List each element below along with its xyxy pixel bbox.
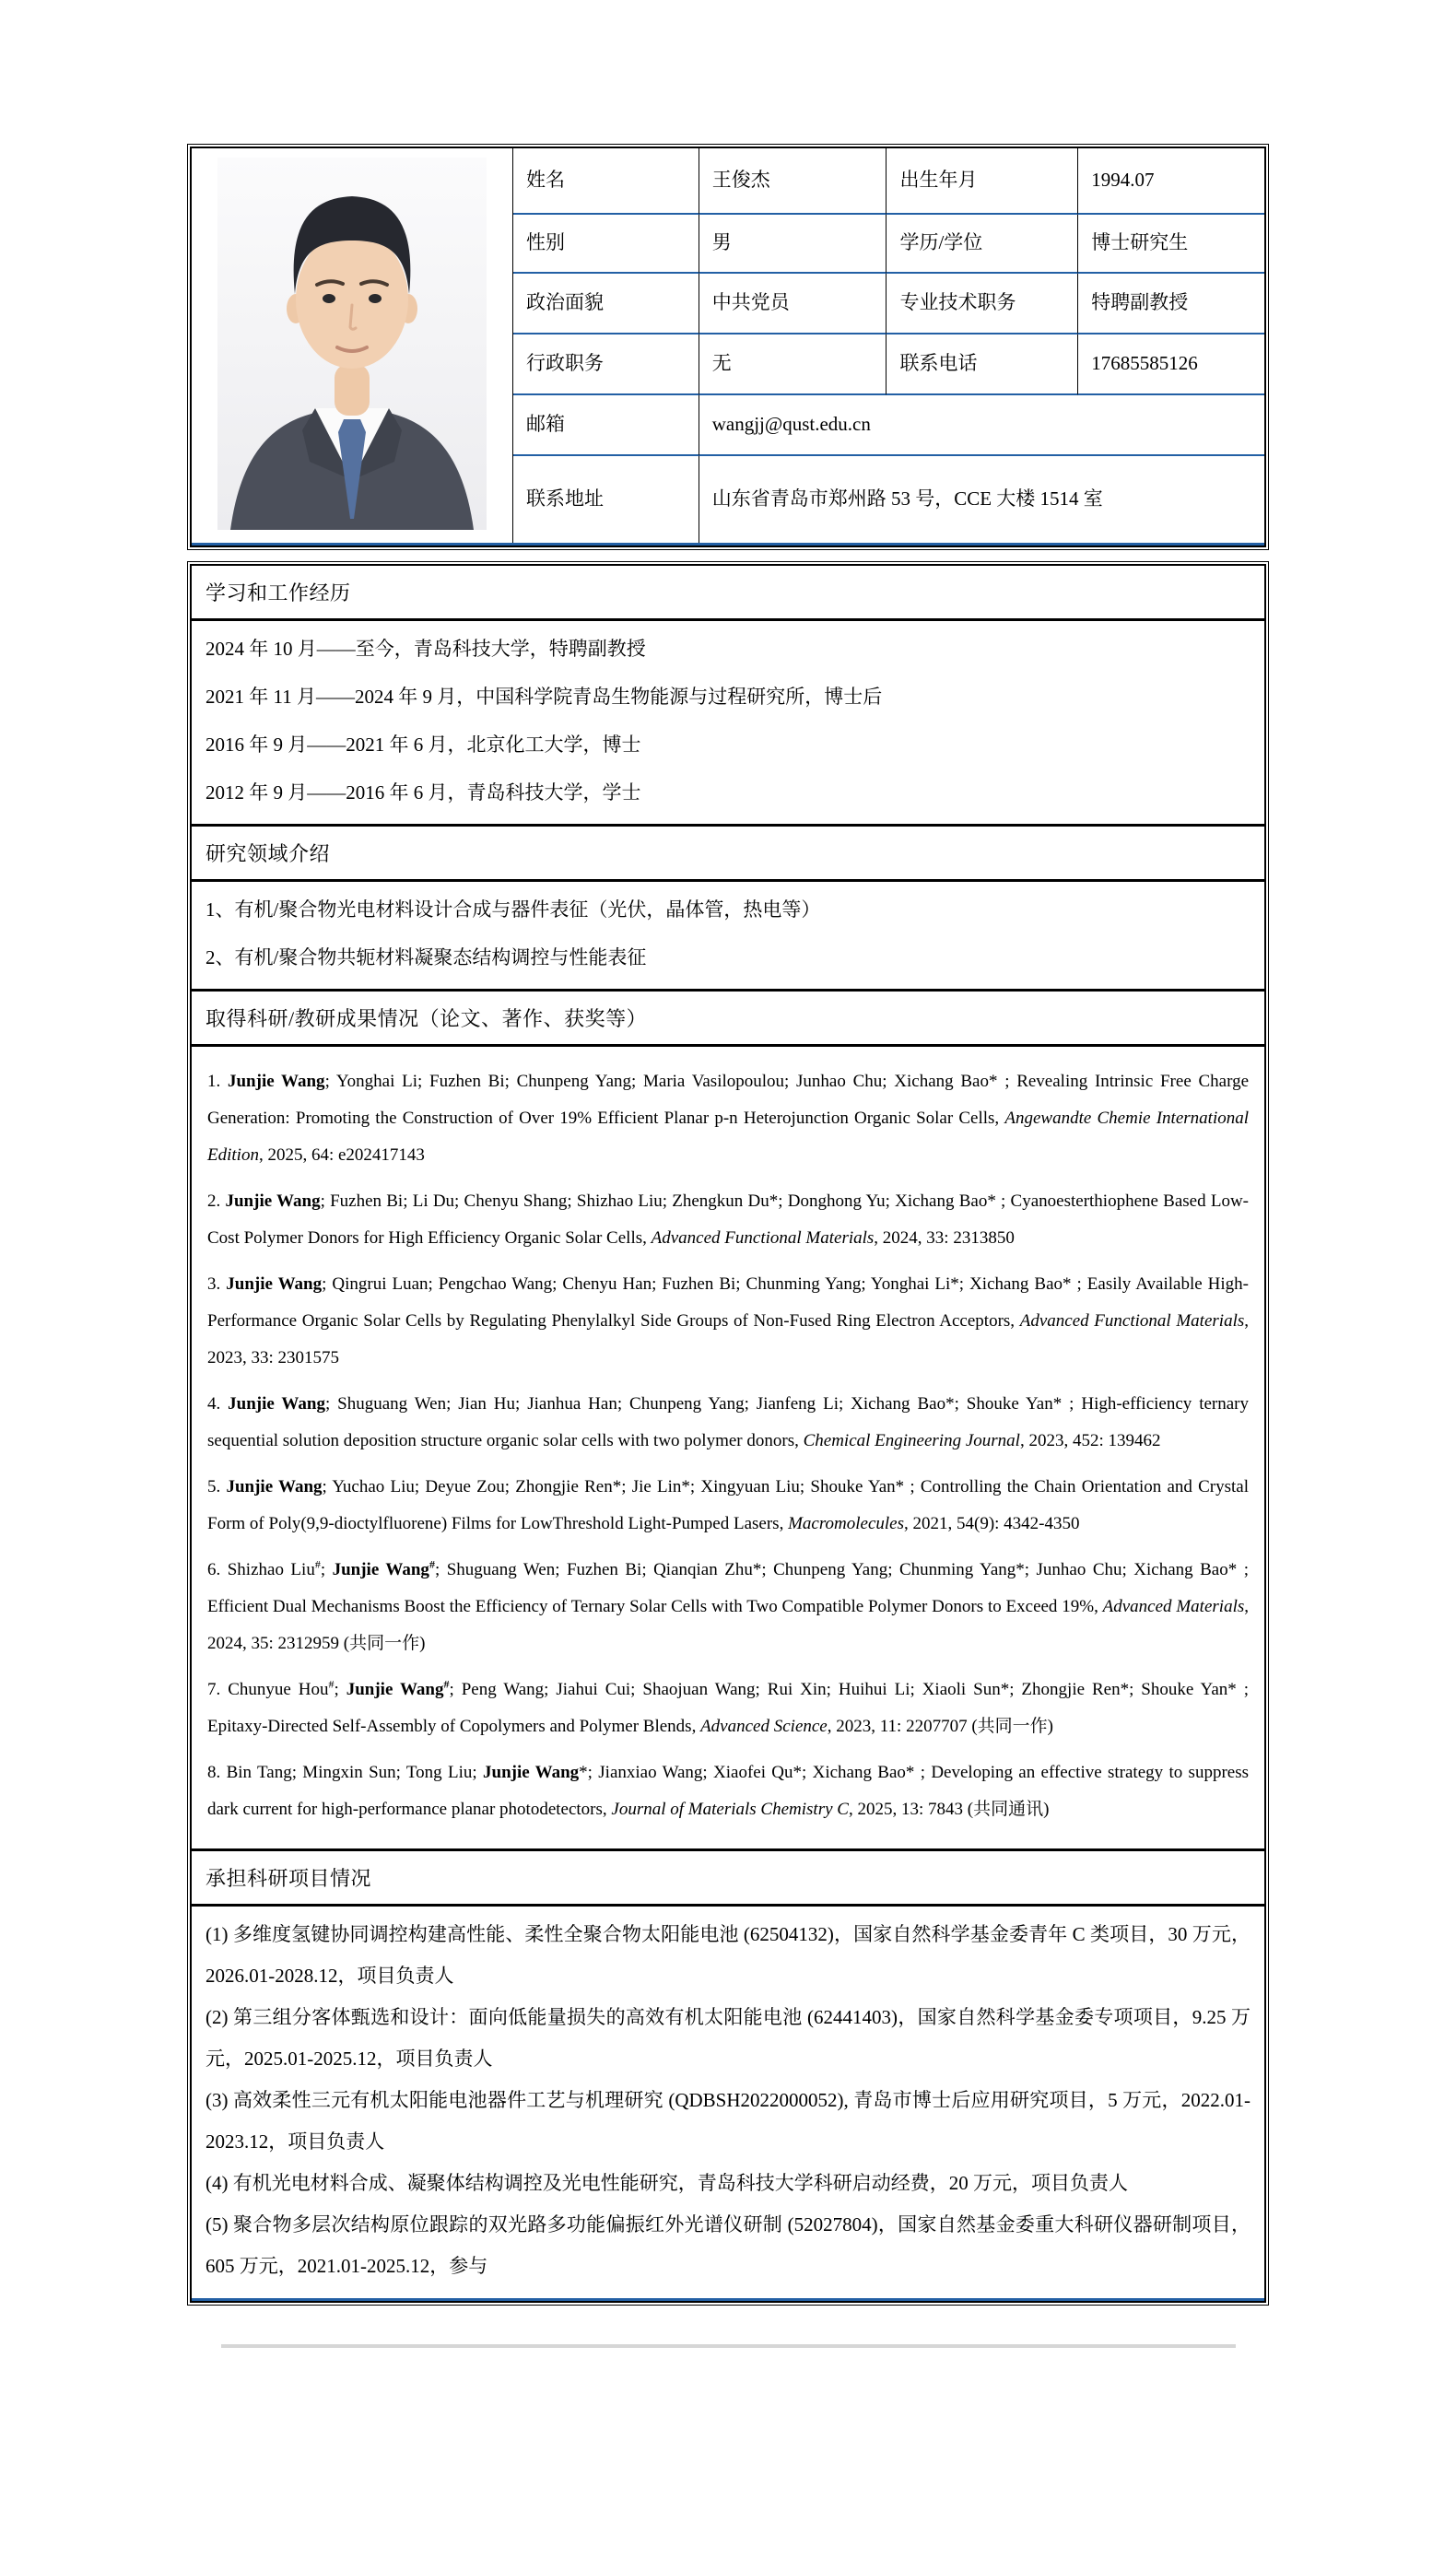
section-title-experience: 学习和工作经历 [192, 566, 1264, 621]
profile-photo [217, 158, 487, 530]
personal-info-grid [513, 148, 1264, 543]
birth-label-text: 出生年月 [899, 169, 978, 192]
field-value-title [1078, 274, 1264, 334]
publication-item: 2. Junjie Wang; Fuzhen Bi; Li Du; Chenyu Shang; Shizhao Liu; Zhengkun Du*; Donghong Yu; Xichang Bao* ; Cyanoesterthiophene Based Low-Cost Polymer Donors for High Efficiency Organic Solar Cells, Advanced Functional Materials, 2024, 33: 2313850 [207, 1191, 1249, 1248]
table1-bottom-rule [192, 543, 1264, 546]
political-label-text: 政治面貌 [526, 291, 604, 314]
publication-item: 6. Shizhao Liu#; Junjie Wang#; Shuguang Wen; Fuzhen Bi; Qianqian Zhu*; Chunpeng Yang; Chunming Yang*; Junhao Chu; Xichang Bao* ; Efficient Dual Mechanisms Boost the Efficiency of Ternary Solar Cells with Two Compatible Polymer Donors to Exceed 19%, Advanced Materials, 2024, 35: 2312959 (共同一作) [207, 1557, 1249, 1653]
table-gap [187, 550, 1269, 561]
section-body-projects [192, 1907, 1264, 2298]
field-value-email [699, 395, 1264, 456]
phone-label-text: 联系电话 [899, 352, 978, 375]
publication-item: 4. Junjie Wang; Shuguang Wen; Jian Hu; Jianhua Han; Chunpeng Yang; Jianfeng Li; Xichang Bao*; Shouke Yan* ; High-efficiency ternary sequential solution deposition structure organic solar cells with two polymer donors, Chemical Engineering Journal, 2023, 452: 139462 [207, 1394, 1250, 1450]
name-label-text: 姓名 [526, 169, 565, 192]
photo-cell [192, 148, 513, 543]
sections-table [187, 561, 1269, 2306]
publication-item: 8. Bin Tang; Mingxin Sun; Tong Liu; Junjie Wang*; Jianxiao Wang; Xiaofei Qu*; Xichang Bao* ; Developing an effective strategy to suppress dark current for high-performance planar photodetectors, Journal of Materials Chemistry C, 2025, 13: 7843 (共同通讯) [207, 1763, 1249, 1819]
research-area-line: 2、有机/聚合物共轭材料凝聚态结构调控与性能表征 [205, 946, 647, 968]
project-item: (4) 有机光电材料合成、凝聚体结构调控及光电性能研究，青岛科技大学科研启动经费，20 万元，项目负责人 [205, 2172, 1128, 2194]
publication-item: 3. Junjie Wang; Qingrui Luan; Pengchao Wang; Chenyu Han; Fuzhen Bi; Chunming Yang; Yonghai Li*; Xichang Bao* ; Easily Available High-Performance Organic Solar Cells by Regulating Phenylalkyl Side Groups of Non-Fused Ring Electron Acceptors, Advanced Functional Materials, 2023, 33: 2301575 [207, 1274, 1249, 1367]
field-label-phone [887, 334, 1078, 395]
field-value-admin [699, 334, 887, 395]
experience-line: 2024 年 10 月——至今，青岛科技大学，特聘副教授 [205, 638, 646, 660]
field-label-admin [513, 334, 699, 395]
research-area-line: 1、有机/聚合物光电材料设计合成与器件表征（光伏，晶体管，热电等） [205, 898, 821, 921]
personal-info-table-inner [190, 147, 1266, 547]
field-label-name [513, 148, 699, 215]
table2-bottom-rule [192, 2298, 1264, 2301]
section-title-achievements: 取得科研/教研成果情况（论文、著作、获奖等） [192, 992, 1264, 1047]
field-label-birth [887, 148, 1078, 215]
field-value-birth [1078, 148, 1264, 215]
section-body-experience [192, 621, 1264, 827]
birth-value-text: 1994.07 [1091, 169, 1155, 192]
field-value-phone [1078, 334, 1264, 395]
email-value-text: wangjj@qust.edu.cn [711, 413, 871, 436]
admin-value-text: 无 [711, 352, 732, 375]
degree-value-text: 博士研究生 [1091, 231, 1189, 254]
project-item: (2) 第三组分客体甄选和设计：面向低能量损失的高效有机太阳能电池 (62441403)，国家自然科学基金委专项项目，9.25 万元，2025.01-2025.12，项目负责人 [205, 2006, 1251, 2070]
page-bottom-divider [221, 2344, 1236, 2348]
publication-item: 5. Junjie Wang; Yuchao Liu; Deyue Zou; Zhongjie Ren*; Jie Lin*; Xingyuan Liu; Shouke Yan* ; Controlling the Chain Orientation and Crystal Form of Poly(9,9-dioctylfluorene) Films for LowThreshold Light-Pumped Lasers, Macromolecules, 2021, 54(9): 4342-4350 [207, 1477, 1249, 1533]
field-label-gender [513, 215, 699, 274]
section-body-achievements [192, 1047, 1264, 1851]
gender-value-text: 男 [711, 231, 732, 254]
publication-item: 1. Junjie Wang; Yonghai Li; Fuzhen Bi; Chunpeng Yang; Maria Vasilopoulou; Junhao Chu; Xichang Bao* ; Revealing Intrinsic Free Charge Generation: Promoting the Construction of Over 19% Efficient Planar p-n Heterojunction Organic Solar Cells, Angewandte Chemie International Edition, 2025, 64: e202417143 [207, 1072, 1249, 1165]
title-label-text: 专业技术职务 [899, 291, 1016, 314]
address-value-text: 山东省青岛市郑州路 53 号，CCE 大楼 1514 室 [711, 487, 1103, 510]
political-value-text: 中共党员 [711, 291, 790, 314]
field-value-degree [1078, 215, 1264, 274]
gender-label-text: 性别 [526, 231, 565, 254]
field-value-gender [699, 215, 887, 274]
project-item: (1) 多维度氢键协同调控构建高性能、柔性全聚合物太阳能电池 (62504132)，国家自然科学基金委青年 C 类项目，30 万元，2026.01-2028.12，项目负责人 [205, 1923, 1251, 1987]
address-label-text: 联系地址 [526, 487, 604, 510]
field-value-political [699, 274, 887, 334]
publication-item: 7. Chunyue Hou#; Junjie Wang#; Peng Wang; Jiahui Cui; Shaojuan Wang; Rui Xin; Huihui Li; Xiaoli Sun*; Zhongjie Ren*; Shouke Yan* ; Epitaxy-Directed Self-Assembly of Copolymers and Polymer Blends, Advanced Science, 2023, 11: 2207707 (共同一作) [207, 1677, 1250, 1736]
top-margin [0, 0, 1456, 144]
phone-value-text: 17685585126 [1091, 352, 1198, 375]
personal-info-table [187, 144, 1269, 550]
experience-line: 2016 年 9 月——2021 年 6 月，北京化工大学，博士 [205, 733, 641, 756]
personal-info-row-wrap [192, 148, 1264, 543]
degree-label-text: 学历/学位 [899, 231, 983, 254]
document-body [187, 144, 1269, 2348]
section-body-research [192, 882, 1264, 992]
project-item: (5) 聚合物多层次结构原位跟踪的双光路多功能偏振红外光谱仪研制 (52027804)，国家自然基金委重大科研仪器研制项目，605 万元，2021.01-2025.12，参与 [205, 2213, 1251, 2277]
experience-line: 2021 年 11 月——2024 年 9 月，中国科学院青岛生物能源与过程研究所，博士后 [205, 686, 883, 708]
field-label-title [887, 274, 1078, 334]
section-title-projects: 承担科研项目情况 [192, 1851, 1264, 1907]
name-value-text: 王俊杰 [711, 169, 770, 192]
section-title-research: 研究领域介绍 [192, 827, 1264, 882]
field-label-degree [887, 215, 1078, 274]
field-label-address [513, 456, 699, 543]
email-label-text: 邮箱 [526, 413, 565, 436]
title-value-text: 特聘副教授 [1091, 291, 1189, 314]
field-value-name [699, 148, 887, 215]
field-label-email [513, 395, 699, 456]
field-value-address [699, 456, 1264, 543]
sections-table-inner [190, 564, 1266, 2303]
field-label-political [513, 274, 699, 334]
experience-line: 2012 年 9 月——2016 年 6 月，青岛科技大学，学士 [205, 781, 641, 804]
admin-label-text: 行政职务 [526, 352, 604, 375]
project-item: (3) 高效柔性三元有机太阳能电池器件工艺与机理研究 (QDBSH2022000052), 青岛市博士后应用研究项目，5 万元，2022.01-2023.12，项目负责人 [205, 2089, 1251, 2153]
